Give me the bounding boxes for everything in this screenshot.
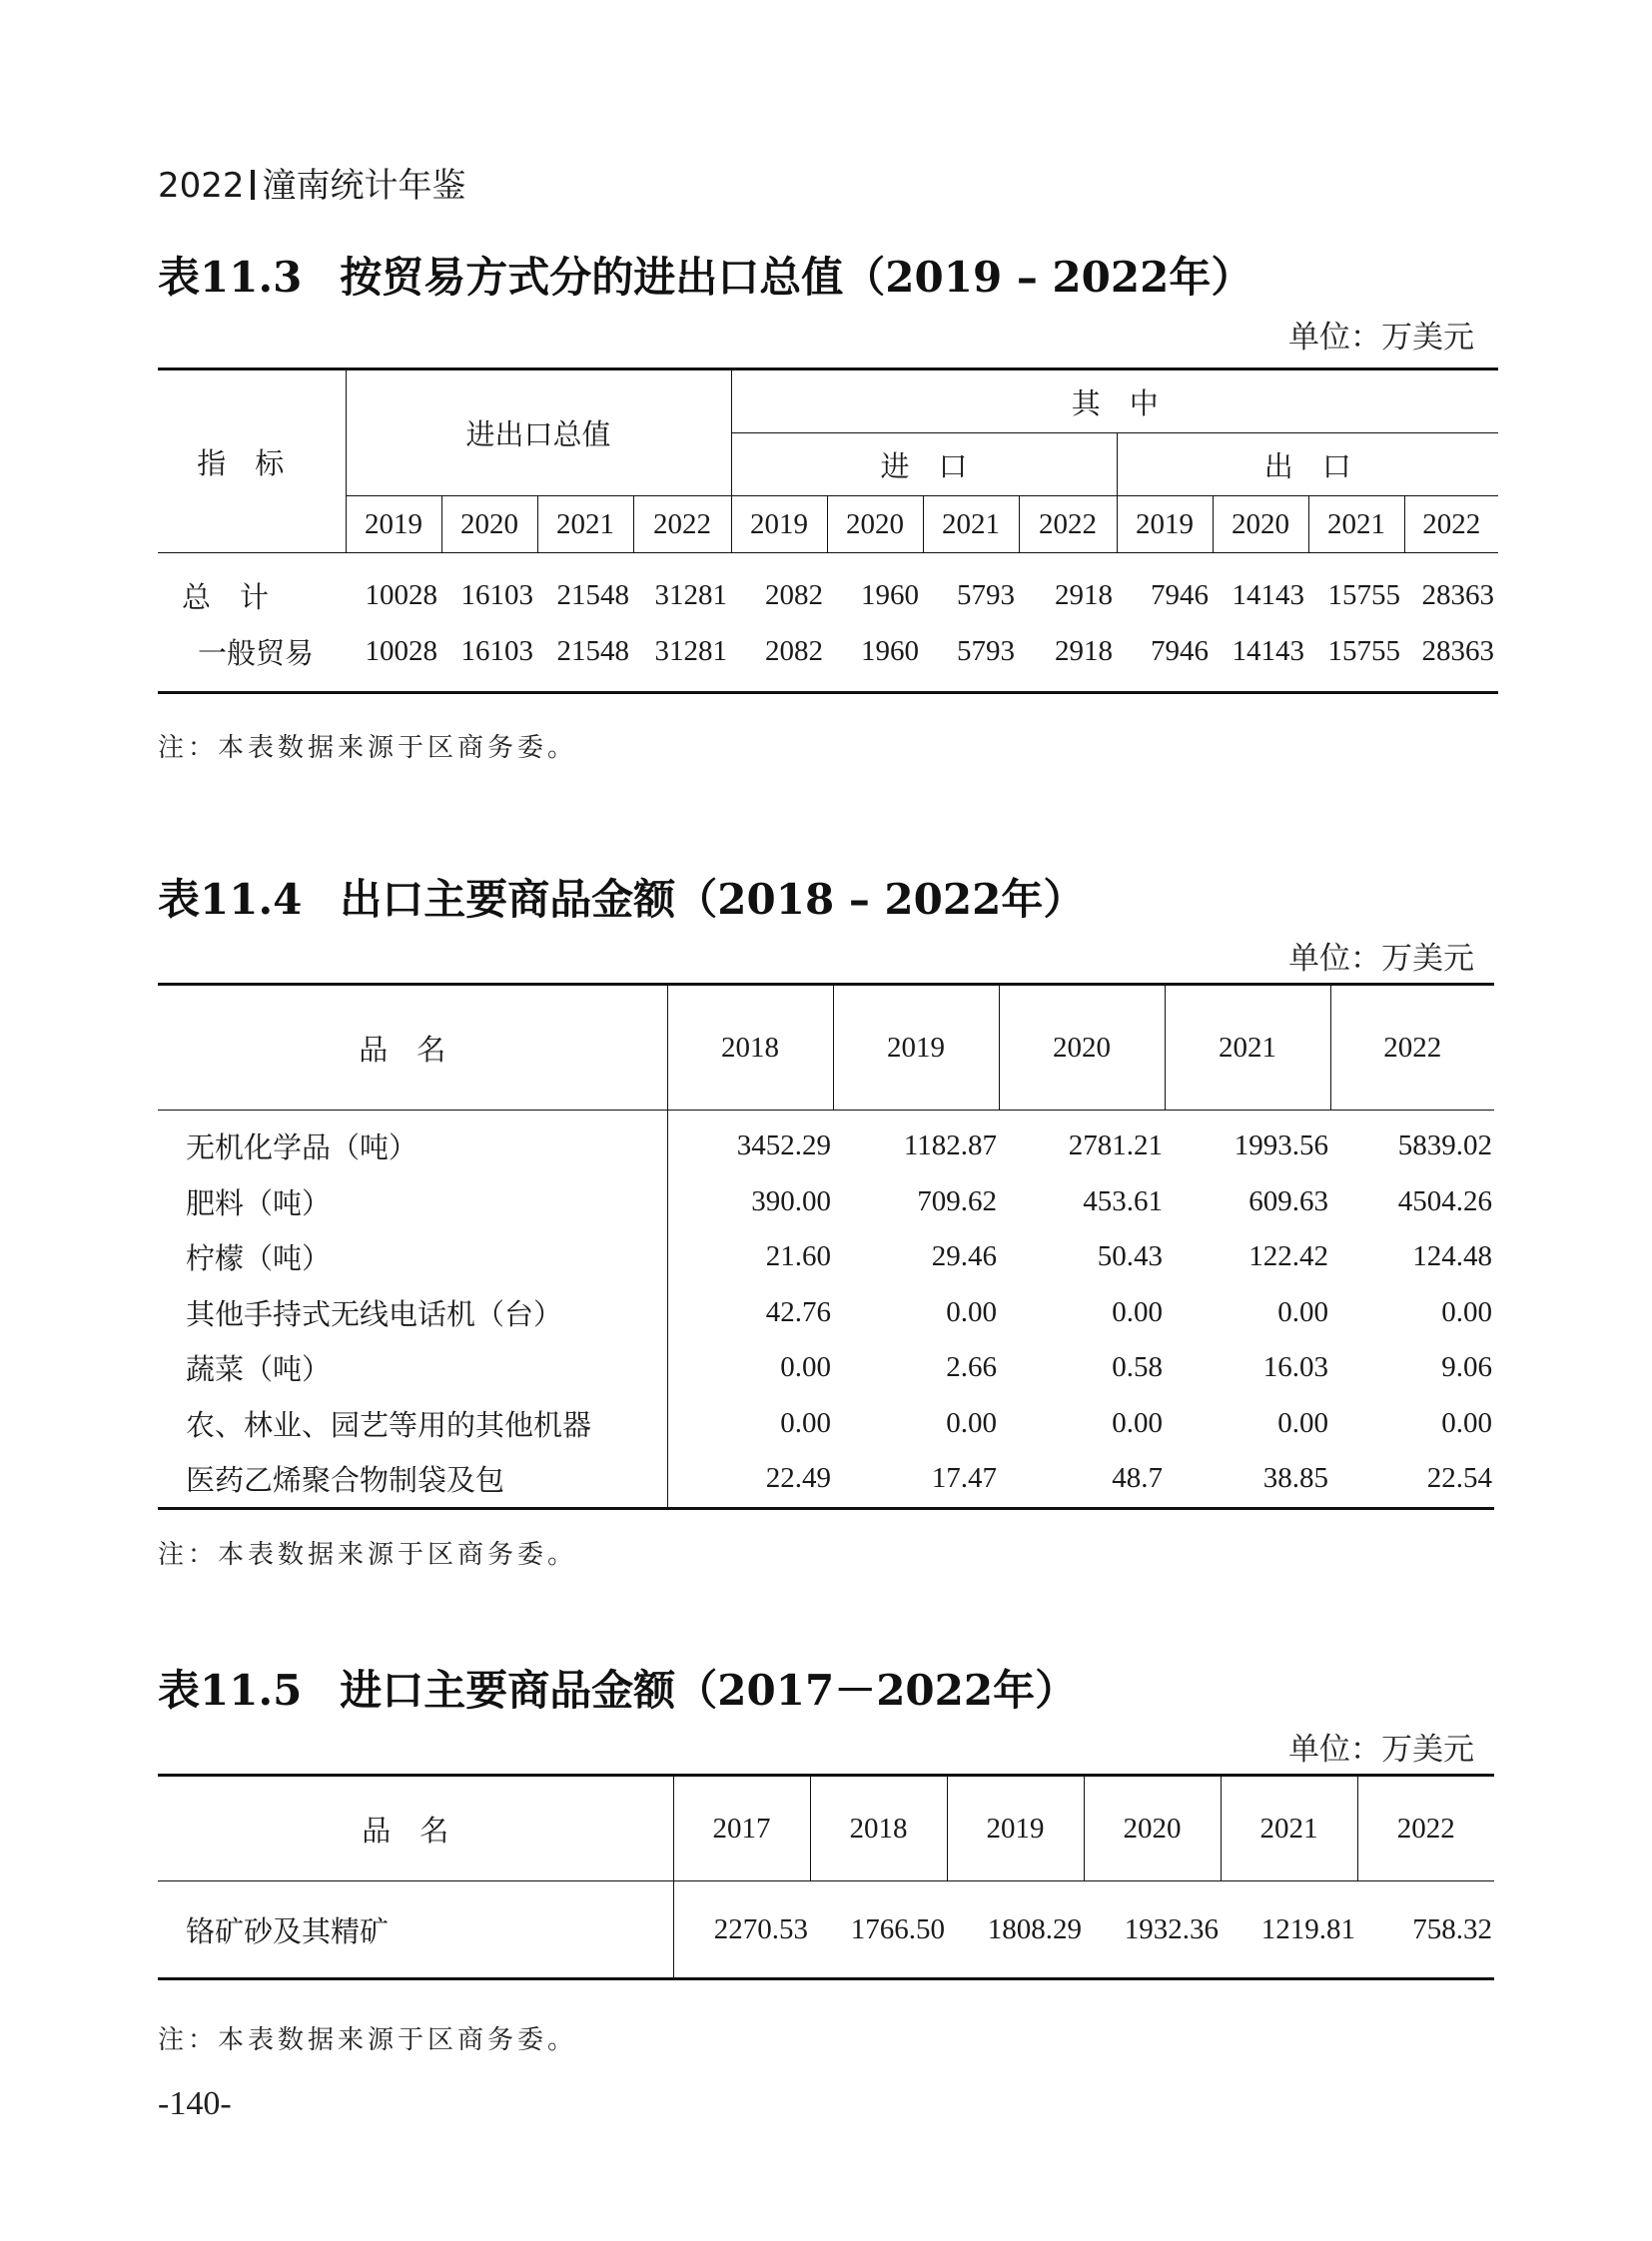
cell: 28363 (1421, 634, 1495, 667)
cell: 17.47 (931, 1462, 997, 1495)
table-11-5-title (158, 1658, 1077, 1718)
cell: 2918 (1055, 578, 1114, 611)
header-year: 2020 (1213, 496, 1308, 553)
cell: 4504.26 (1397, 1184, 1492, 1217)
table-11-4-title-text: 出口主要商品金额（2018 – 2022年） (340, 875, 1086, 924)
table-11-4 (158, 983, 1494, 1510)
cell: 0.00 (1112, 1406, 1163, 1439)
table-11-5-unit: 单位：万美元 (1288, 1732, 1474, 1768)
cell: 2082 (765, 634, 824, 667)
table-row (158, 1881, 1494, 1979)
cell: 28363 (1421, 578, 1495, 611)
cell: 42.76 (667, 1285, 833, 1341)
cell: 1182.87 (903, 1129, 997, 1162)
table-11-4-title (158, 867, 1085, 927)
cell: 21548 (556, 578, 629, 611)
cell: 15755 (1327, 634, 1401, 667)
header-year: 2022 (1330, 985, 1494, 1111)
header-year: 2020 (827, 496, 923, 553)
running-head-book: 潼南统计年鉴 (262, 166, 466, 206)
cell: 0.00 (1441, 1295, 1492, 1328)
table-11-4-number: 表11.4 (158, 875, 303, 924)
header-year: 2022 (1404, 496, 1498, 553)
table-row (158, 553, 1498, 624)
cell: 16103 (460, 634, 533, 667)
cell: 1960 (861, 578, 920, 611)
header-year: 2021 (923, 496, 1019, 553)
cell: 2918 (1055, 634, 1114, 667)
cell: 1932.36 (1124, 1912, 1219, 1945)
table-row (158, 1451, 1494, 1508)
cell: 50.43 (1097, 1240, 1163, 1273)
header-name: 品 名 (362, 1813, 449, 1848)
header-year: 2021 (1221, 1776, 1357, 1881)
header-import: 进 口 (731, 433, 1117, 496)
header-year: 2018 (810, 1776, 947, 1881)
cell: 31281 (654, 578, 728, 611)
cell: 453.61 (1083, 1184, 1163, 1217)
table-11-4-unit: 单位：万美元 (1288, 941, 1474, 977)
cell: 15755 (1327, 578, 1401, 611)
table-11-3-unit: 单位：万美元 (1288, 320, 1474, 356)
table-row (158, 1229, 1494, 1285)
header-year: 2020 (441, 496, 537, 553)
table-11-5-note: 注：本表数据来源于区商务委。 (158, 2025, 578, 2055)
cell: 0.00 (667, 1396, 833, 1452)
table-row (158, 1285, 1494, 1341)
table-11-5-number: 表11.5 (158, 1666, 303, 1715)
cell: 122.42 (1248, 1240, 1328, 1273)
cell: 1808.29 (987, 1912, 1082, 1945)
cell: 2.66 (946, 1351, 997, 1384)
header-year: 2020 (999, 985, 1165, 1111)
cell: 2270.53 (673, 1881, 810, 1979)
header-year: 2020 (1084, 1776, 1221, 1881)
cell: 0.58 (1112, 1351, 1163, 1384)
header-indicator: 指 标 (158, 370, 346, 553)
cell: 0.00 (1112, 1295, 1163, 1328)
cell: 7946 (1151, 578, 1210, 611)
row-label: 无机化学品（吨） (186, 1130, 418, 1165)
table-11-3-note: 注：本表数据来源于区商务委。 (158, 733, 578, 763)
row-label: 医药乙烯聚合物制袋及包 (186, 1463, 505, 1498)
cell: 124.48 (1412, 1240, 1492, 1273)
header-year: 2017 (673, 1776, 810, 1881)
cell: 390.00 (667, 1174, 833, 1230)
cell: 16.03 (1262, 1351, 1328, 1384)
cell: 1766.50 (850, 1912, 945, 1945)
table-11-4-note: 注：本表数据来源于区商务委。 (158, 1540, 578, 1570)
cell: 1219.81 (1260, 1912, 1355, 1945)
cell: 21548 (556, 634, 629, 667)
cell: 21.60 (667, 1229, 833, 1285)
header-year: 2021 (1165, 985, 1330, 1111)
row-label: 柠檬（吨） (186, 1241, 332, 1276)
row-label: 其他手持式无线电话机（台） (186, 1296, 563, 1331)
cell: 0.00 (1277, 1295, 1328, 1328)
table-row (158, 1340, 1494, 1396)
cell: 10028 (365, 578, 437, 611)
table-11-5-title-text: 进口主要商品金额（2017－2022年） (340, 1666, 1078, 1715)
cell: 2781.21 (1068, 1129, 1163, 1162)
row-label: 一般贸易 (198, 635, 315, 670)
header-year: 2018 (667, 985, 833, 1111)
cell: 22.54 (1426, 1462, 1492, 1495)
row-label: 肥料（吨） (186, 1185, 332, 1220)
cell: 7946 (1151, 634, 1210, 667)
row-label: 总 计 (182, 579, 270, 614)
cell: 10028 (365, 634, 437, 667)
table-11-3-number: 表11.3 (158, 253, 303, 302)
running-head (158, 158, 466, 207)
table-11-3-title (158, 245, 1252, 305)
table-11-5 (158, 1774, 1494, 1980)
header-year: 2019 (947, 1776, 1084, 1881)
cell: 0.00 (946, 1406, 997, 1439)
table-row (158, 1396, 1494, 1452)
cell: 5793 (957, 578, 1016, 611)
cell: 1960 (861, 634, 920, 667)
cell: 14143 (1232, 634, 1305, 667)
header-year: 2021 (1308, 496, 1404, 553)
header-year: 2022 (1019, 496, 1117, 553)
cell: 3452.29 (667, 1111, 833, 1174)
cell: 9.06 (1441, 1351, 1492, 1384)
row-label: 农、林业、园艺等用的其他机器 (186, 1407, 592, 1442)
cell: 0.00 (667, 1340, 833, 1396)
header-of-which: 其 中 (731, 370, 1498, 433)
cell: 0.00 (1441, 1406, 1492, 1439)
cell: 758.32 (1412, 1912, 1492, 1945)
header-year: 2019 (346, 496, 441, 553)
header-total: 进出口总值 (346, 370, 731, 496)
table-11-3 (158, 368, 1498, 694)
cell: 0.00 (1277, 1406, 1328, 1439)
cell: 38.85 (1262, 1462, 1328, 1495)
row-label: 蔬菜（吨） (186, 1352, 332, 1387)
cell: 0.00 (946, 1295, 997, 1328)
cell: 1993.56 (1234, 1129, 1328, 1162)
table-11-3-title-text: 按贸易方式分的进出口总值（2019 – 2022年） (340, 253, 1253, 302)
table-row (158, 623, 1498, 693)
cell: 31281 (654, 634, 728, 667)
cell: 16103 (460, 578, 533, 611)
row-label: 铬矿砂及其精矿 (186, 1913, 390, 1948)
cell: 48.7 (1112, 1462, 1163, 1495)
cell: 5839.02 (1397, 1129, 1492, 1162)
header-year: 2022 (1357, 1776, 1494, 1881)
cell: 709.62 (917, 1184, 997, 1217)
page-number: -140- (158, 2085, 232, 2122)
running-head-year: 2022 (158, 166, 245, 206)
running-head-separator (251, 170, 255, 200)
header-name: 品 名 (359, 1032, 446, 1067)
cell: 14143 (1232, 578, 1305, 611)
header-year: 2022 (633, 496, 731, 553)
header-export: 出 口 (1117, 433, 1498, 496)
header-year: 2019 (833, 985, 999, 1111)
table-row (158, 1174, 1494, 1230)
cell: 22.49 (667, 1451, 833, 1508)
header-year: 2021 (537, 496, 633, 553)
table-row (158, 1111, 1494, 1174)
cell: 5793 (957, 634, 1016, 667)
header-year: 2019 (1117, 496, 1213, 553)
header-year: 2019 (731, 496, 827, 553)
cell: 29.46 (931, 1240, 997, 1273)
cell: 2082 (765, 578, 824, 611)
cell: 609.63 (1248, 1184, 1328, 1217)
